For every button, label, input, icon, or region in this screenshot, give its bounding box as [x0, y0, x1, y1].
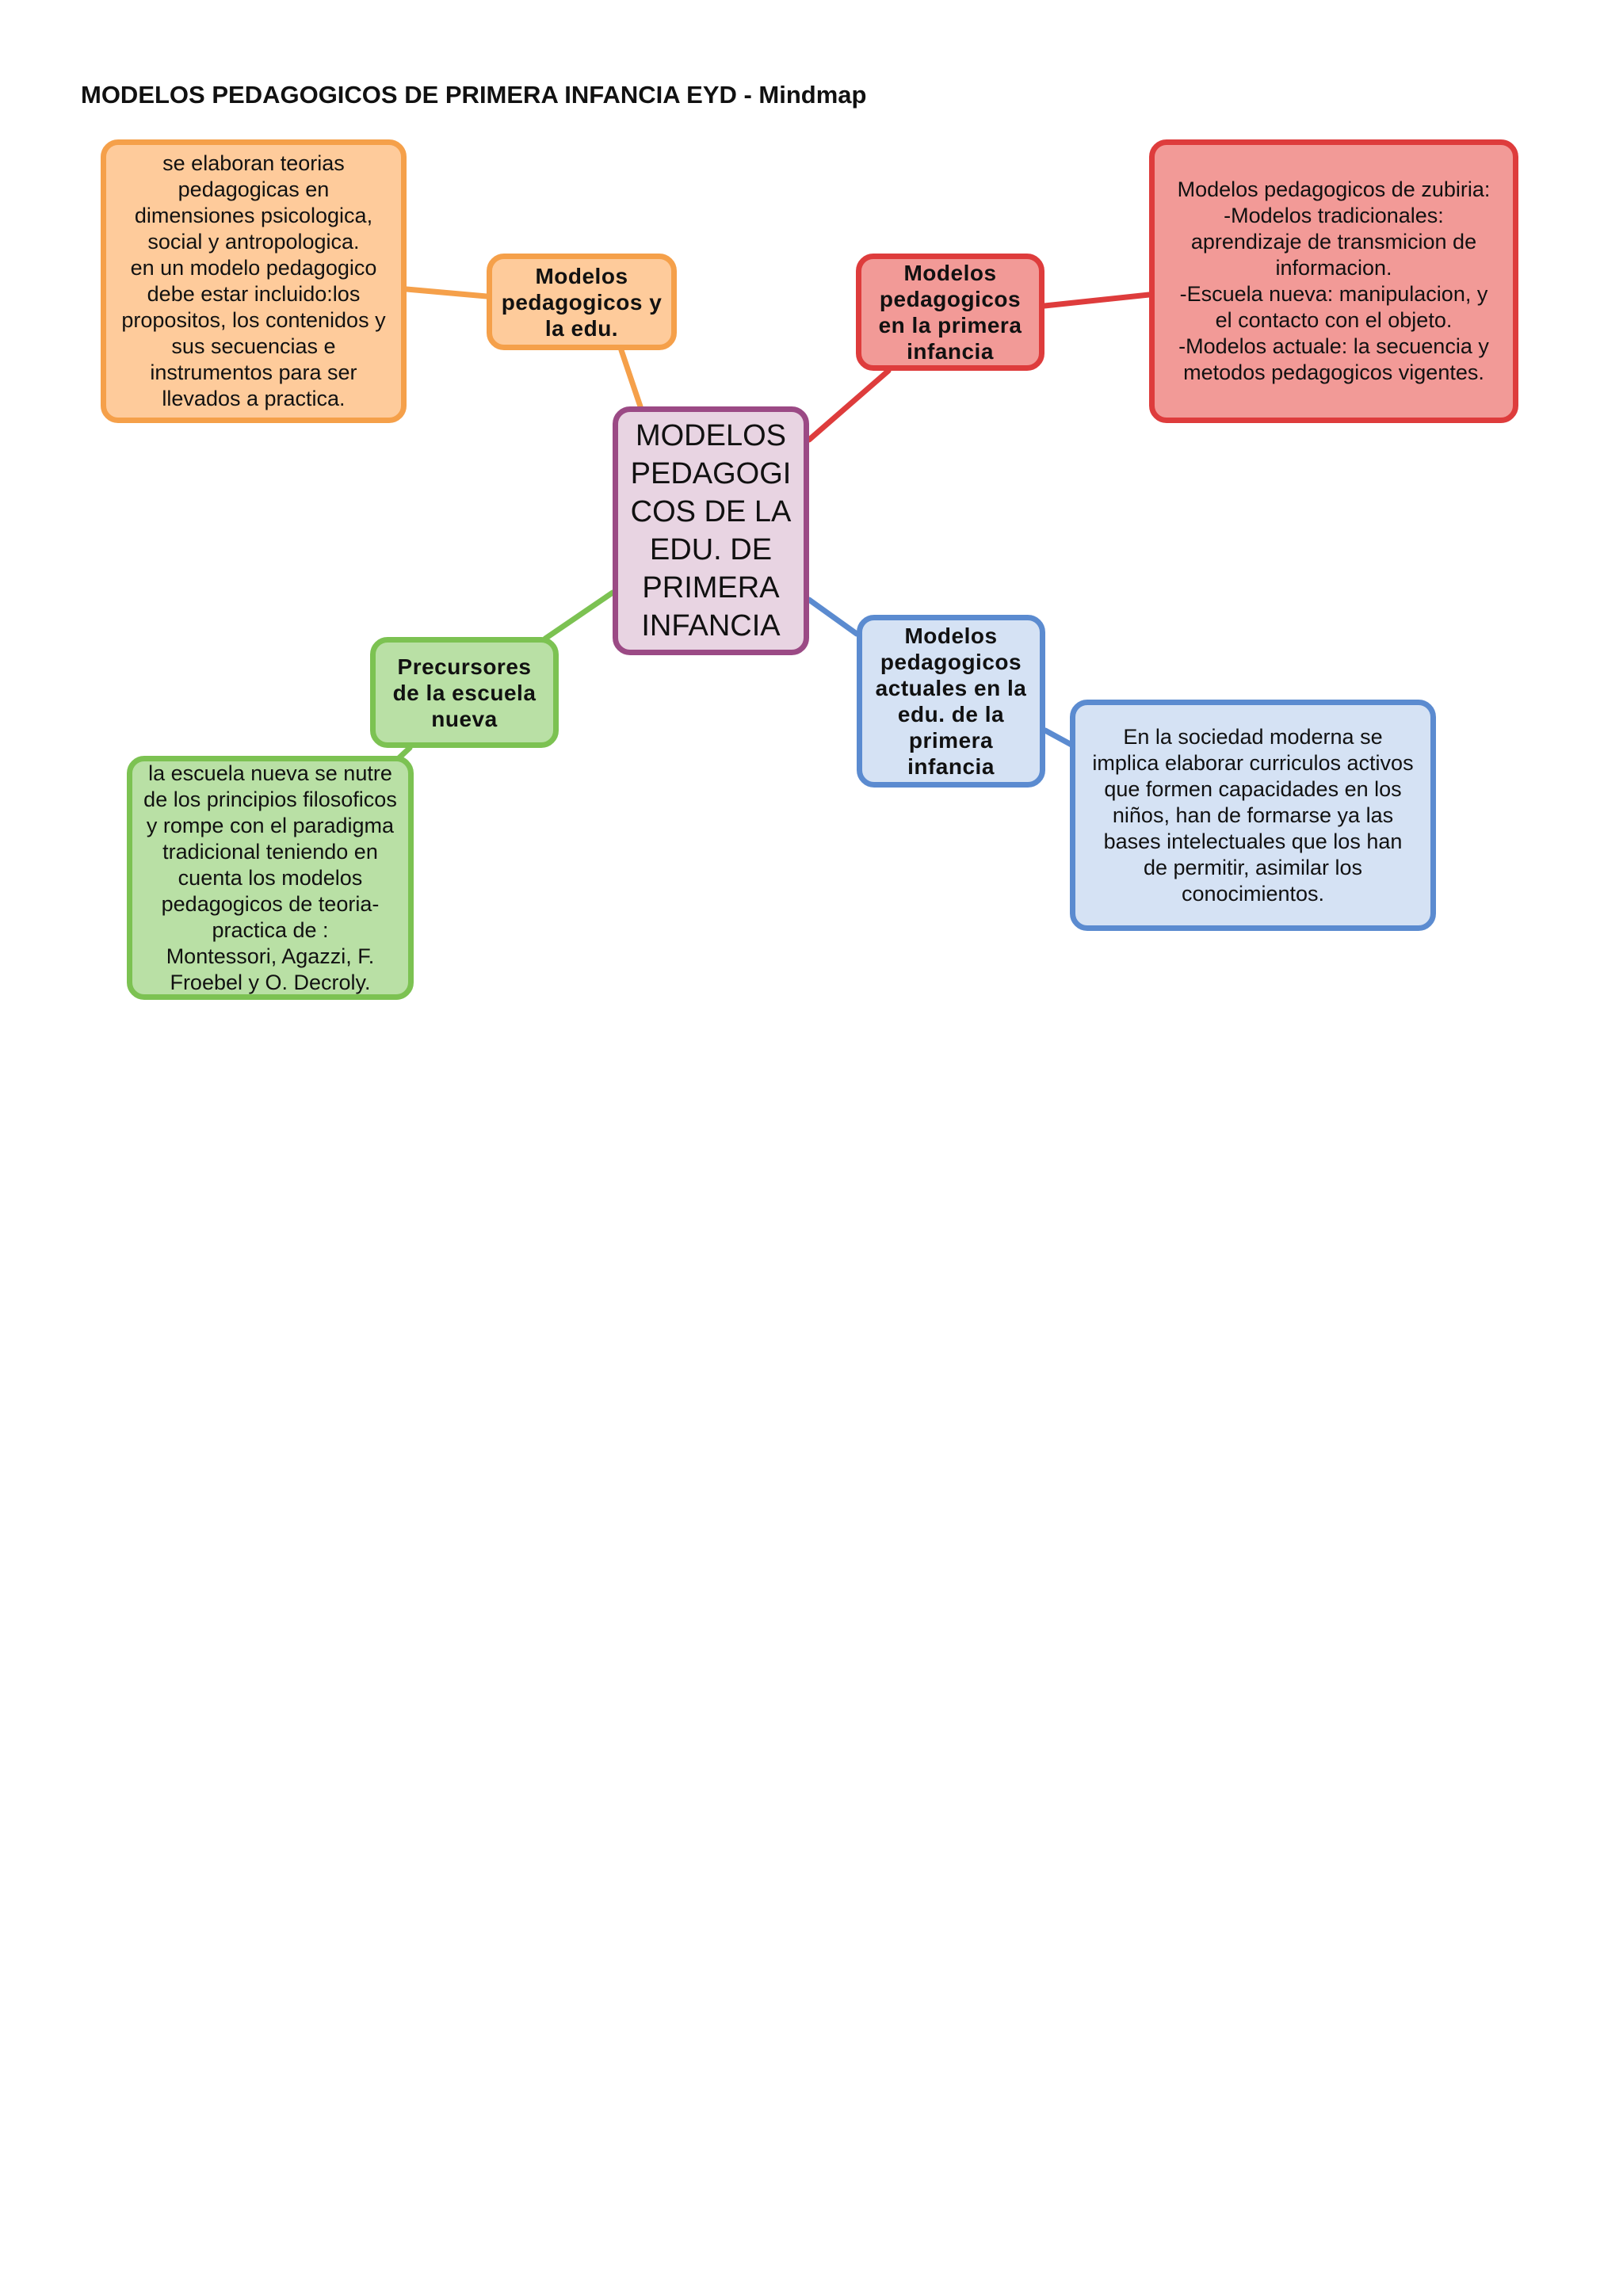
connector-red-branch-detail [1044, 295, 1149, 306]
connector-central-red-branch [809, 371, 888, 440]
branch-label: Modelos pedagogicos actuales en la edu. de la primera infancia [875, 624, 1027, 779]
detail-node-modelos-actuales[interactable] [1070, 700, 1436, 931]
detail-text: En la sociedad moderna se implica elaborar curriculos activos que formen capacidades en los niños, han de formarse ya las bases intelectuales que los han de permitir, asimilar los conocimientos. [1092, 724, 1414, 906]
central-topic-label: MODELOS PEDAGOGI COS DE LA EDU. DE PRIMERA INFANCIA [630, 419, 792, 643]
detail-node-modelos-primera-infancia[interactable] [1149, 139, 1518, 423]
detail-text: se elaboran teorias pedagogicas en dimensiones psicologica, social y antropologica. en un modelo pedagogico debe estar incluido:los propositos, los contenidos y sus secuencias e instrumentos para ser llevados a practica. [121, 151, 386, 410]
detail-node-modelos-pedagogicos-edu[interactable] [101, 139, 407, 423]
branch-node-precursores-escuela-nueva[interactable] [370, 637, 559, 748]
detail-text: la escuela nueva se nutre de los principios filosoficos y rompe con el paradigma tradicional teniendo en cuenta los modelos pedagogicos de teoria- practica de : Montessori, Agazzi, F. Froebel y O. Decroly. [143, 761, 397, 994]
connector-blue-branch-detail [1045, 730, 1071, 745]
connector-central-blue-branch [809, 600, 857, 634]
branch-node-modelos-primera-infancia[interactable] [856, 254, 1044, 371]
page-title: MODELOS PEDAGOGICOS DE PRIMERA INFANCIA EYD - Mindmap [81, 81, 867, 109]
branch-label: Modelos pedagogicos y la edu. [501, 263, 663, 341]
detail-node-precursores-escuela-nueva[interactable] [127, 756, 414, 1000]
central-topic-node[interactable] [613, 406, 809, 655]
branch-label: Modelos pedagogicos en la primera infancia [878, 261, 1022, 364]
connector-central-green-branch [545, 593, 613, 639]
detail-text: Modelos pedagogicos de zubiria: -Modelos tradicionales: aprendizaje de transmicion de informacion. -Escuela nueva: manipulacion, y el contacto con el objeto. -Modelos actuale: la secuencia y metodos pedagogicos vigentes. [1177, 177, 1491, 384]
branch-label: Precursores de la escuela nueva [392, 654, 537, 731]
branch-node-modelos-pedagogicos-edu[interactable] [487, 254, 677, 350]
branch-node-modelos-actuales[interactable] [857, 615, 1045, 788]
connector-central-orange-branch [621, 350, 640, 406]
connector-orange-branch-detail [407, 289, 487, 296]
